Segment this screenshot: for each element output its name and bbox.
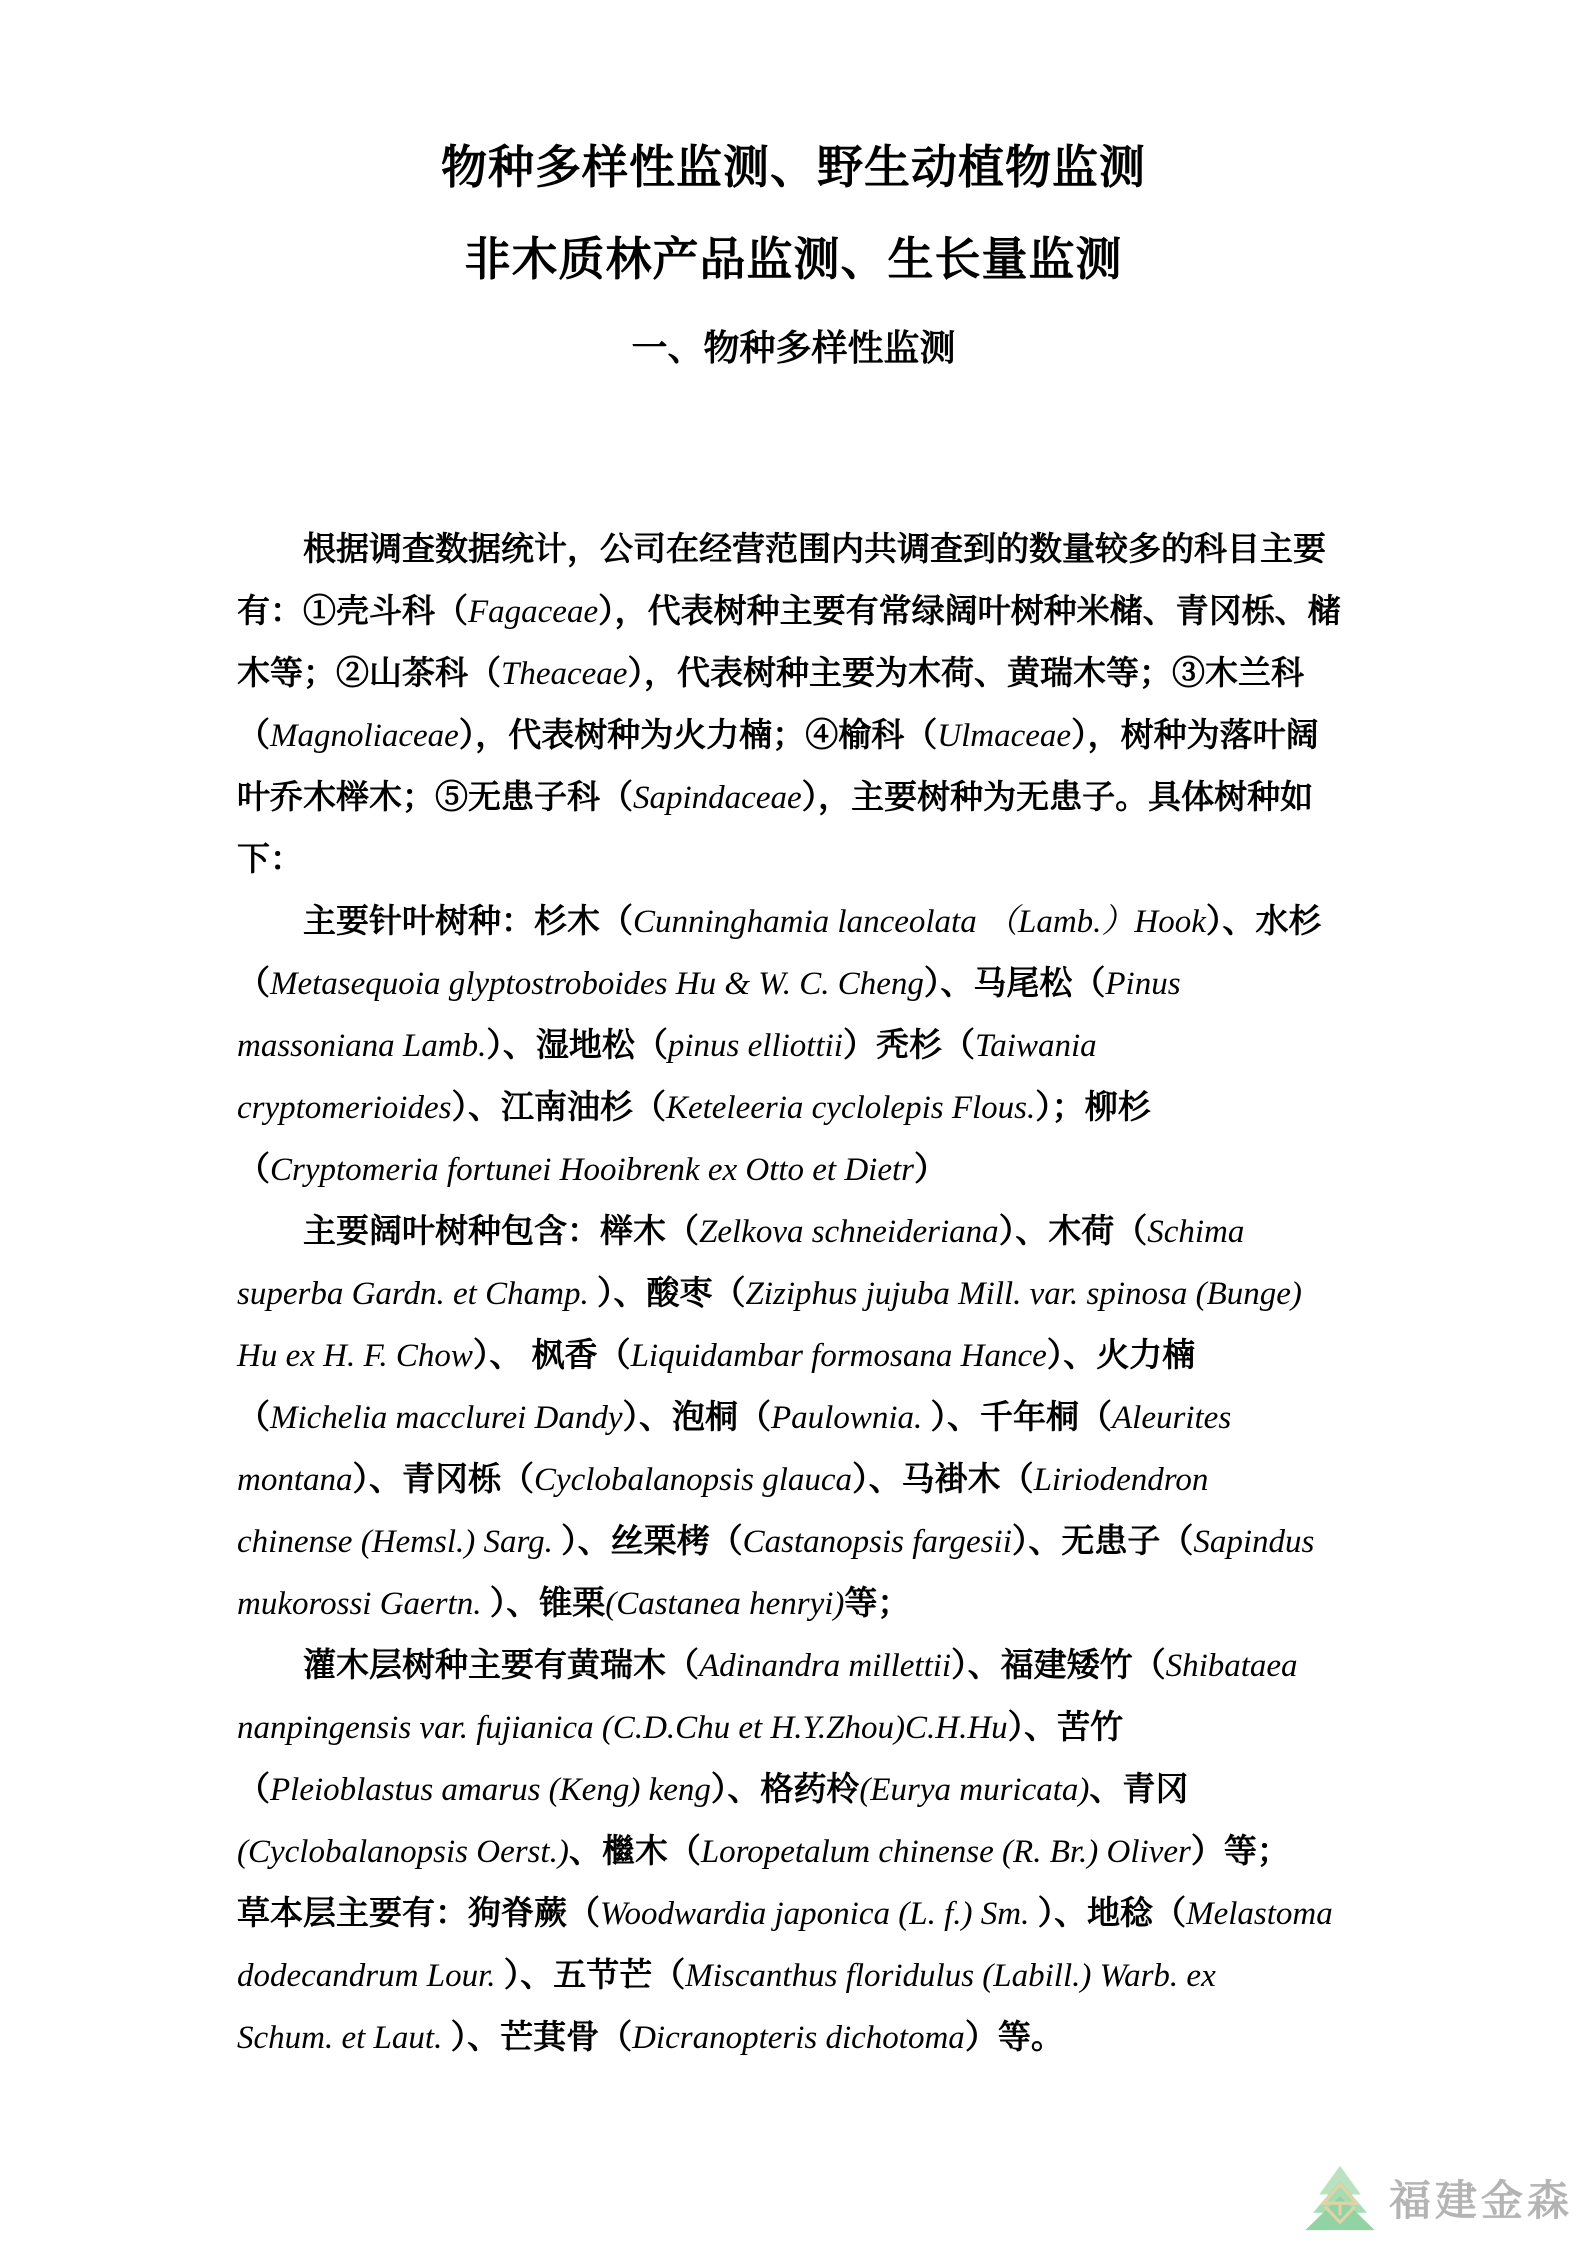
latin-species-name: Michelia macclurei Dandy xyxy=(270,1400,623,1436)
latin-species-name: Castanopsis fargesii xyxy=(742,1524,1012,1560)
latin-species-name: (Eurya muricata) xyxy=(859,1772,1090,1808)
latin-species-name: Fagaceae xyxy=(468,594,599,630)
latin-species-name: Cyclobalanopsis glauca xyxy=(534,1462,853,1498)
latin-species-name: (Castanea henryi) xyxy=(605,1586,845,1622)
latin-species-name: Liriodendron xyxy=(1033,1462,1209,1498)
text-run: ）、 枫香（ xyxy=(472,1336,631,1373)
text-line xyxy=(237,1820,1339,1882)
text-run: ）、千年桐（ xyxy=(930,1398,1113,1435)
text-run: ），代表树种为火力楠；④榆科（ xyxy=(458,716,938,753)
latin-species-name: Ziziphus jujuba Mill. var. spinosa (Bunge) xyxy=(745,1276,1302,1312)
text-run: ）、丝栗栲（ xyxy=(561,1522,743,1559)
company-logo-text: 福建金森 xyxy=(1388,2177,1573,2224)
text-line xyxy=(237,642,1339,704)
latin-species-name: Taiwania xyxy=(974,1028,1097,1064)
text-line xyxy=(237,1510,1339,1572)
text-run: ）、青冈栎（ xyxy=(352,1460,534,1497)
text-run: ）、五节芒（ xyxy=(503,1956,686,1993)
text-run: ）等。 xyxy=(964,2018,1064,2055)
latin-species-name: chinense (Hemsl.) Sarg. xyxy=(237,1524,562,1560)
latin-species-name: Theaceae xyxy=(501,656,628,692)
paragraph xyxy=(237,1200,1339,1634)
latin-species-name: Keteleeria cyclolepis Flous. xyxy=(665,1090,1036,1126)
text-run: 叶乔木榉木；⑤无患子科（ xyxy=(237,778,633,815)
text-run: ）、湿地松（ xyxy=(486,1026,668,1063)
text-run: ）、格药柃 xyxy=(710,1770,860,1807)
latin-species-name: Pinus xyxy=(1105,966,1181,1002)
latin-species-name: dodecandrum Lour. xyxy=(237,1958,504,1994)
text-run: 有：①壳斗科（ xyxy=(237,592,468,629)
text-run: ） xyxy=(914,1150,947,1187)
text-run: ），代表树种主要有常绿阔叶树种米槠、青冈栎、槠 xyxy=(598,592,1341,629)
text-run: ）、江南油杉（ xyxy=(451,1088,666,1125)
latin-species-name: Metasequoia glyptostroboides Hu & W. C. Cheng xyxy=(270,966,924,1002)
latin-species-name: Dicranopteris dichotoma xyxy=(632,2020,965,2056)
text-run: （ xyxy=(237,716,270,753)
latin-species-name: nanpingensis var. fujianica (C.D.Chu et H.Y.Zhou)C.H.Hu xyxy=(237,1710,1008,1746)
latin-species-name: superba Gardn. et Champ. xyxy=(237,1276,597,1312)
text-run: ），主要树种为无患子。具体树种如 xyxy=(801,778,1314,815)
text-run: ）秃杉（ xyxy=(842,1026,975,1063)
text-run: ）、泡桐（ xyxy=(622,1398,771,1435)
text-line xyxy=(237,580,1339,642)
text-run: ）等； xyxy=(1190,1832,1290,1869)
latin-species-name: Woodwardia japonica (L. f.) Sm. xyxy=(600,1896,1038,1932)
latin-species-name: Schum. et Laut. xyxy=(237,2020,451,2056)
text-line xyxy=(237,2006,1339,2068)
text-run: 草本层主要有：狗脊蕨（ xyxy=(237,1894,600,1931)
text-line xyxy=(237,1200,1339,1262)
text-line xyxy=(237,518,1339,580)
text-run: 、青冈 xyxy=(1089,1770,1189,1807)
document-body xyxy=(0,518,1587,2068)
latin-species-name: Liquidambar formosana Hance xyxy=(630,1338,1047,1374)
text-run: ）、无患子（ xyxy=(1011,1522,1194,1559)
text-run: 主要针叶树种：杉木（ xyxy=(303,902,633,939)
document-title-line-1: 物种多样性监测、野生动植物监测 xyxy=(441,141,1146,193)
text-run: 主要阔叶树种包含：榉木（ xyxy=(303,1212,699,1249)
text-line xyxy=(237,1014,1339,1076)
text-run: 下： xyxy=(237,840,303,877)
text-run: ）、水杉 xyxy=(1205,902,1322,939)
latin-species-name: Aleurites xyxy=(1112,1400,1232,1436)
paragraph xyxy=(237,890,1339,1200)
latin-species-name: pinus elliottii xyxy=(667,1028,843,1064)
text-run: ）、苦竹 xyxy=(1007,1708,1124,1745)
document-title-line-2: 非木质林产品监测、生长量监测 xyxy=(464,233,1123,285)
latin-species-name: Hu ex H. F. Chow xyxy=(237,1338,473,1374)
latin-species-name: Sapindus xyxy=(1193,1524,1315,1560)
text-run: ）、芒萁骨（ xyxy=(450,2018,633,2055)
latin-species-name: Ulmaceae xyxy=(937,718,1072,754)
latin-species-name: massoniana Lamb. xyxy=(237,1028,487,1064)
text-run: ）、火力楠 xyxy=(1046,1336,1196,1373)
latin-species-name: Shibataea xyxy=(1165,1648,1298,1684)
text-line xyxy=(237,1944,1339,2006)
latin-species-name: Adinandra millettii xyxy=(699,1648,952,1684)
section-heading: 一、物种多样性监测 xyxy=(631,327,956,368)
latin-species-name: Magnoliaceae xyxy=(270,718,459,754)
text-line xyxy=(237,1634,1339,1696)
text-line xyxy=(237,890,1339,952)
latin-species-name: Sapindaceae xyxy=(633,780,802,816)
text-run: （ xyxy=(237,1150,270,1187)
text-run: （ xyxy=(237,964,270,1001)
paragraph xyxy=(237,518,1339,890)
text-line xyxy=(237,704,1339,766)
latin-species-name: Zelkova schneideriana xyxy=(699,1214,999,1250)
text-run: ）、福建矮竹（ xyxy=(951,1646,1166,1683)
text-line xyxy=(237,1262,1339,1324)
text-line xyxy=(237,766,1339,828)
latin-species-name: Cryptomeria fortunei Hooibrenk ex Otto et Dietr xyxy=(270,1152,914,1188)
company-logo xyxy=(1301,2163,1573,2233)
text-run: ）、马褂木（ xyxy=(852,1460,1034,1497)
text-run: 、檵木（ xyxy=(568,1832,701,1869)
latin-species-name: Paulownia. xyxy=(771,1400,931,1436)
text-run: 根据调查数据统计，公司在经营范围内共调查到的数量较多的科目主要 xyxy=(303,530,1326,567)
paragraph xyxy=(237,1882,1339,2068)
text-run: 等； xyxy=(844,1584,911,1621)
text-line xyxy=(237,1386,1339,1448)
title-gap xyxy=(0,192,1587,234)
text-run: （ xyxy=(237,1398,270,1435)
text-run: 木等；②山茶科（ xyxy=(237,654,501,691)
text-run: 灌木层树种主要有黄瑞木（ xyxy=(303,1646,699,1683)
latin-species-name: Pleioblastus amarus (Keng) keng xyxy=(270,1772,711,1808)
latin-species-name: mukorossi Gaertn. xyxy=(237,1586,490,1622)
latin-species-name: (Cyclobalanopsis Oerst.) xyxy=(237,1834,569,1870)
text-line xyxy=(237,1882,1339,1944)
text-run: ）、酸枣（ xyxy=(596,1274,746,1311)
tree-logo-icon xyxy=(1301,2163,1379,2233)
text-line xyxy=(237,1758,1339,1820)
text-line xyxy=(237,1448,1339,1510)
latin-species-name: Melastoma xyxy=(1186,1896,1333,1932)
text-line xyxy=(237,952,1339,1014)
text-line xyxy=(237,1138,1339,1200)
latin-species-name: montana xyxy=(237,1462,353,1498)
latin-species-name: Cunninghamia lanceolata （Lamb.）Hook xyxy=(633,904,1206,940)
text-run: ）；柳杉 xyxy=(1035,1088,1151,1125)
latin-species-name: Loropetalum chinense (R. Br.) Oliver xyxy=(700,1834,1191,1870)
text-line xyxy=(237,1076,1339,1138)
text-run: （ xyxy=(237,1770,270,1807)
text-run: ），树种为落叶阔 xyxy=(1071,716,1319,753)
text-run: ）、地稔（ xyxy=(1037,1894,1187,1931)
text-line xyxy=(237,828,1339,890)
latin-species-name: cryptomerioides xyxy=(237,1090,452,1126)
latin-species-name: Schima xyxy=(1147,1214,1245,1250)
paragraph xyxy=(237,1634,1339,1882)
text-run: ），代表树种主要为木荷、黄瑞木等；③木兰科 xyxy=(627,654,1304,691)
text-line xyxy=(237,1572,1339,1634)
latin-species-name: Miscanthus floridulus (Labill.) Warb. ex xyxy=(685,1958,1216,1994)
text-line xyxy=(237,1324,1339,1386)
text-run: ）、马尾松（ xyxy=(923,964,1106,1001)
text-run: ）、木荷（ xyxy=(998,1212,1148,1249)
text-line xyxy=(237,1696,1339,1758)
text-run: ）、锥栗 xyxy=(489,1584,606,1621)
